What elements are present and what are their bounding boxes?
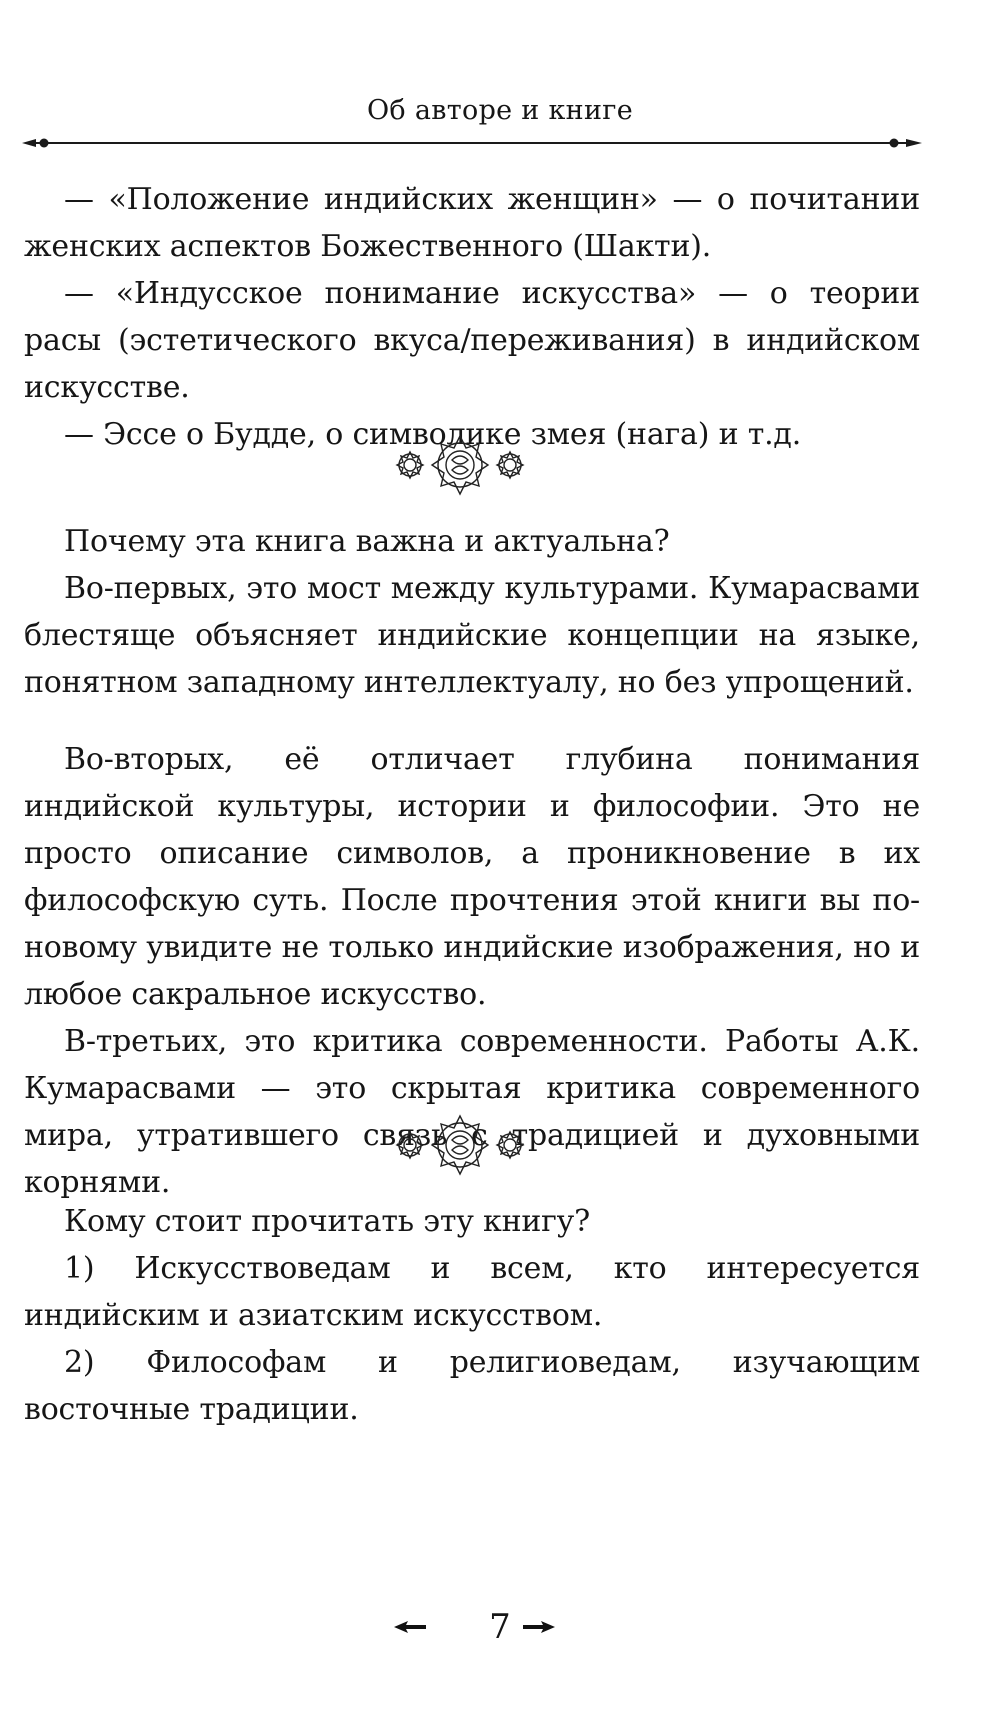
section-question-who: Кому стоит прочитать эту книгу? bbox=[64, 1204, 591, 1239]
paragraph-first-reason: Во-первых, это мост между культурами. Кумарасвами блестяще объясняет индийские концепции на языке, понятном западному интеллектуалу, но без упрощений. bbox=[24, 571, 920, 700]
section-question-why: Почему эта книга важна и актуальна? bbox=[64, 524, 670, 559]
arrow-right-icon bbox=[523, 1619, 555, 1635]
list-item-women: — «Положение индийских женщин» — о почитании женских аспектов Божественного (Шакти). bbox=[24, 182, 920, 264]
list-item-art-understanding: — «Индусское понимание искусства» — о теории расы (эстетического вкуса/переживания) в индийском искусстве. bbox=[24, 276, 920, 405]
header-divider-rule bbox=[22, 136, 922, 150]
paragraph-third-reason: В-третьих, это критика современности. Работы А.К. Кумарасвами — это скрытая критика современного мира, утратившего связь с традицией и духовными корнями. bbox=[24, 1024, 920, 1200]
section-why-important bbox=[24, 518, 920, 1206]
list-item-buddha-essays: — Эссе о Будде, о символике змея (нага) и т.д. bbox=[64, 417, 802, 452]
list-item-philosophers: 2) Философам и религиоведам, изучающим восточные традиции. bbox=[24, 1345, 920, 1427]
section-works-list bbox=[24, 176, 920, 458]
ornament-divider bbox=[380, 430, 540, 500]
ornament-divider bbox=[380, 1110, 540, 1180]
list-item-art-historians: 1) Искусствоведам и всем, кто интересуется индийским и азиатским искусством. bbox=[24, 1251, 920, 1333]
section-who-should-read bbox=[24, 1198, 920, 1433]
running-header-title: Об авторе и книге bbox=[367, 95, 633, 126]
page-footer bbox=[0, 1605, 1000, 1655]
page-number: 7 bbox=[489, 1607, 511, 1647]
paragraph-second-reason: Во-вторых, её отличает глубина понимания индийской культуры, истории и философии. Это не просто описание символов, а проникновение в их философскую суть. После прочтения этой книги вы по-новому увидите не только индийские изображения, но и любое сакральное искусство. bbox=[24, 742, 920, 1012]
